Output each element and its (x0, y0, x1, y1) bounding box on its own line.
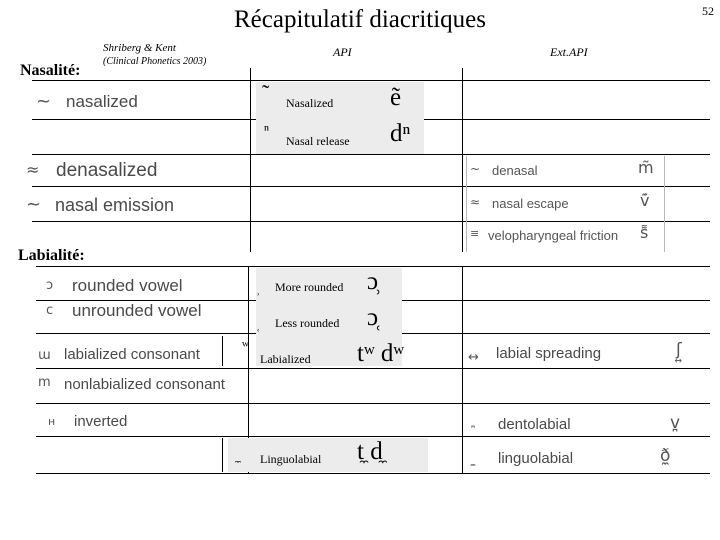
extapi-example-velopharyngeal-friction: s͌ (640, 223, 649, 242)
unrounded-icon: c (46, 303, 54, 318)
api-example-nasal-release: dⁿ (390, 120, 411, 147)
extapi-example-nasal-escape: v͊ (640, 191, 650, 210)
sk-label-nasalized: nasalized (66, 92, 138, 111)
double-arrow-icon: ↔ (468, 350, 479, 365)
extapi-example-linguolabial: ð̼ (660, 446, 671, 466)
tilde-icon: ~ (470, 162, 481, 176)
extapi-label-denasal: denasal (492, 163, 538, 178)
extapi-label-linguolabial: linguolabial (498, 450, 574, 467)
api-label-linguolabial: Linguolabial (260, 452, 322, 466)
grid-vline (462, 68, 463, 252)
api-header: API (333, 45, 352, 59)
api-label-nasal-release: Nasal release (286, 134, 350, 148)
api-example-linguolabial: t̼ d̼ (357, 438, 383, 465)
scan-background (228, 438, 428, 472)
grid-hline (36, 436, 710, 437)
tilde-icon: ~ (36, 91, 52, 112)
grid-hline (32, 221, 710, 222)
extapi-example-denasal: m̃ (638, 158, 654, 177)
double-tilde-icon: ≈ (470, 195, 481, 209)
grid-vline (222, 336, 223, 366)
grid-hline (36, 368, 710, 369)
extapi-label-labial-spreading: labial spreading (496, 345, 602, 362)
inverted-icon: ʜ (48, 415, 56, 428)
api-label-nasalized: Nasalized (286, 96, 334, 110)
api-label-more-rounded: More rounded (275, 280, 344, 294)
nonlabialized-icon: m (38, 375, 51, 390)
grid-vline (462, 266, 463, 474)
sk-label-nonlabialized-consonant: nonlabialized consonant (64, 376, 225, 393)
api-example-more-rounded: ɔ̹ (367, 268, 379, 295)
api-example-less-rounded: ɔ̜ (367, 304, 379, 331)
page-title: Récapitulatif diacritiques (234, 6, 486, 33)
extapi-example-labial-spreading: ʃ͍ (676, 340, 682, 360)
sk-label-denasalized: denasalized (56, 160, 158, 181)
api-label-less-rounded: Less rounded (275, 316, 340, 330)
extapi-label-velopharyngeal-friction: velopharyngeal friction (488, 228, 619, 243)
extapi-header: Ext.API (550, 45, 588, 59)
extapi-label-dentolabial: dentolabial (498, 416, 571, 433)
nasalized-diacritic: ˜ (262, 80, 270, 105)
grid-hline (32, 80, 710, 81)
extapi-example-dentolabial: v̪ (670, 413, 681, 433)
api-example-labialized: tʷ dʷ (357, 340, 405, 367)
sk-label-labialized-consonant: labialized consonant (64, 346, 200, 363)
grid-vline (250, 68, 251, 252)
grid-hline (32, 186, 710, 187)
section-nasalite: Nasalité: (20, 62, 81, 79)
less-rounded-diacritic: ˓ (256, 320, 261, 335)
grid-hline (36, 473, 710, 474)
grid-vline (466, 156, 467, 252)
grid-vline (222, 438, 223, 472)
section-labialite: Labialité: (18, 247, 85, 264)
grid-vline (664, 156, 665, 252)
rounded-icon: ɔ (46, 278, 54, 293)
double-tilde-icon: ≈ (26, 160, 40, 179)
grid-hline (36, 266, 710, 267)
source-subheader: (Clinical Phonetics 2003) (103, 56, 207, 67)
labialized-diacritic: ʷ (242, 338, 249, 355)
sk-label-unrounded-vowel: unrounded vowel (72, 301, 202, 320)
sk-label-nasal-emission: nasal emission (55, 195, 175, 215)
page-number: 52 (702, 4, 714, 18)
sk-label-rounded-vowel: rounded vowel (72, 276, 183, 295)
api-example-nasalized: ẽ (390, 84, 402, 111)
triple-bar-icon: ≡ (470, 227, 480, 240)
labialized-icon: ɯ (38, 348, 51, 363)
grid-hline (32, 154, 710, 155)
grid-hline (36, 403, 710, 404)
api-label-labialized: Labialized (260, 352, 311, 366)
more-rounded-diacritic: ˒ (256, 284, 261, 299)
nasal-release-diacritic: ⁿ (264, 122, 270, 139)
sk-label-inverted: inverted (74, 413, 128, 430)
source-header: Shriberg & Kent (103, 42, 176, 54)
tilde-icon: ~ (26, 194, 42, 215)
extapi-label-nasal-escape: nasal escape (492, 196, 569, 211)
